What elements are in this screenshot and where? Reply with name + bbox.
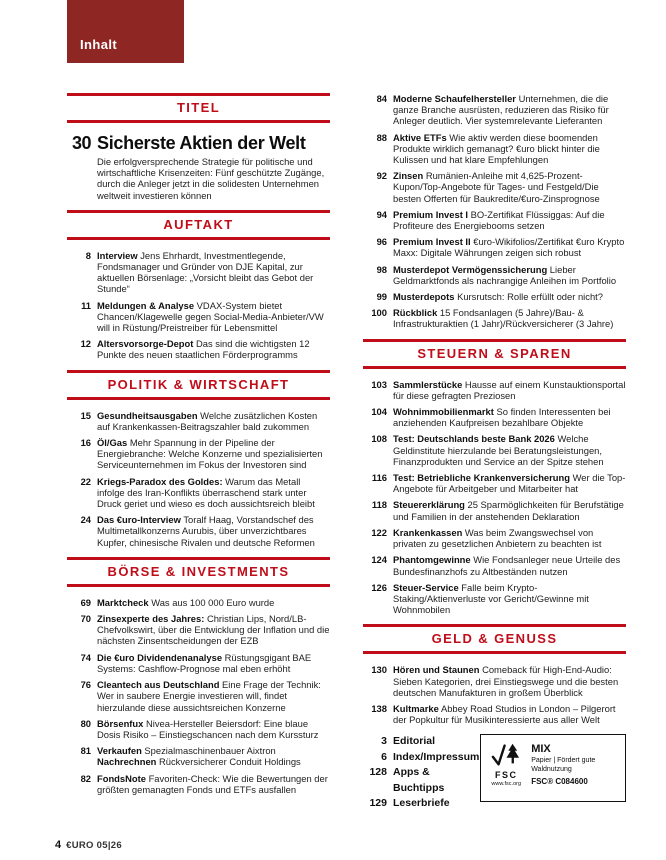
entry-page-number: 129: [369, 797, 387, 810]
toc-section: [67, 557, 330, 795]
entry-text: [393, 209, 626, 231]
entry-text: [97, 773, 330, 795]
entry-page-number: 130: [371, 664, 387, 676]
toc-section: [67, 370, 330, 548]
entry-description: Was aus 100 000 Euro wurde: [148, 596, 275, 608]
entry-page-number: 80: [80, 717, 91, 729]
entry-lead: Musterdepots: [393, 291, 455, 303]
entry-description: Spezialmaschinenbauer Aixtron: [141, 745, 276, 757]
entry-description: Rückversicherer Conduit Holdings: [156, 756, 301, 768]
entry-lead: Krankenkassen: [393, 526, 463, 538]
entry-lead: Zinsexperte des Jahres:: [97, 613, 205, 625]
section-header: [67, 210, 330, 240]
entry-description: Comeback für High-End-Audio: Sieben Kategorien, drei Einstiegswege und die besten deutschen Manufakturen in großem Überblick: [393, 664, 619, 698]
page-footer: [55, 839, 122, 851]
toc-entry: [363, 406, 626, 428]
toc-entry: [363, 582, 626, 616]
entry-page-number: 88: [376, 131, 387, 143]
entry-text: [393, 472, 626, 494]
entry-description: BO-Zertifikat Flüssiggas: Auf die Profiteure des Energiebooms setzen: [393, 208, 605, 232]
entry-lead: Meldungen & Analyse: [97, 299, 195, 311]
entry-description: Welche zusätzlichen Kosten auf Krankenkassen-Beitragszahler bald zukommen: [97, 409, 318, 432]
tab-label: Inhalt: [80, 37, 118, 52]
entry-text: [393, 291, 626, 302]
entry-text: [97, 514, 330, 548]
entry-label: Index/Impressum: [393, 750, 480, 763]
section-title: GELD & GENUSS: [431, 631, 558, 647]
entry-page-number: 15: [80, 409, 91, 421]
entry-lead: Die €uro Dividendenanalyse: [97, 651, 223, 663]
entry-description: €uro-Wikifolios/Zertifikat €uro Krypto Maxx: Digitale Währungen zeigen sich robust: [393, 236, 625, 259]
entry-lead: Premium Invest II: [393, 236, 471, 248]
entry-description: 25 Sparmöglichkeiten für Berufstätige und Familien in der anstehenden Deklaration: [393, 499, 624, 522]
fsc-text-block: [531, 741, 618, 786]
toc-entry: [67, 652, 330, 674]
toc-entry: [67, 613, 330, 647]
fsc-url-label: www.fsc.org: [491, 781, 522, 788]
entry-description: Kursrutsch: Rolle erfüllt oder nicht?: [454, 291, 603, 303]
entry-lead: Rückblick: [393, 307, 438, 319]
toc-entry: [363, 554, 626, 576]
entry-description: Welche Geldinstitute hierzulande bei Beratungsleistungen, Finanzprodukten und Service an der Spitze stehen: [393, 433, 604, 467]
entry-description: Christian Lips, Nord/LB-Chefvolkswirt, über die Entwicklung der Inflation und die nächsten Zinsentscheidungen der EZB: [97, 613, 330, 647]
toc-entry: [67, 338, 330, 360]
entry-page-number: 103: [371, 378, 387, 390]
entry-description: Wie Fondsanleger neue Urteile des Bundesfinanzhofs zu Altbeständen nutzen: [393, 554, 621, 577]
entry-description: Lieber Geldmarktfonds als nachrangige Anleihen im Portfolio: [393, 263, 617, 286]
entry-description: Was beim Zwangswechsel von privaten zu gesetzlichen Anbietern zu beachten ist: [393, 526, 602, 550]
list-item: [363, 765, 480, 796]
entry-lead: Kriegs-Paradox des Goldes:: [97, 475, 223, 487]
entry-page-number: 3: [381, 735, 387, 748]
entry-page-number: 118: [371, 499, 387, 511]
entry-description: Falle beim Krypto-Staking/Aktienverluste vor Gericht/Gewinne mit Wohnmobilen: [393, 581, 589, 616]
entry-label: Leserbriefe: [393, 797, 450, 810]
entry-text: [97, 597, 330, 608]
toc-section: [363, 93, 626, 330]
section-header: [67, 93, 330, 123]
toc-entry: [363, 433, 626, 467]
entry-page-number: 8: [85, 249, 91, 261]
toc-entry: [363, 236, 626, 258]
toc-entry: [363, 291, 626, 302]
entry-page-number: 76: [80, 679, 91, 691]
toc-entry: [67, 514, 330, 548]
toc-entry: [363, 472, 626, 494]
entry-text: [393, 582, 626, 616]
toc-entry: [67, 745, 330, 767]
section-header: [67, 557, 330, 587]
entry-page-number: 22: [80, 475, 91, 487]
entry-description: Eine Frage der Technik: Wer in saubere Energie investieren will, findet hierzulande diese aussichtsreichen Konzerne: [97, 679, 321, 713]
content-columns: [67, 93, 627, 812]
entry-description: Rüstungsgigant BAE Systems: Cashflow-Prognose mal eben erhöht: [97, 651, 312, 674]
feature-entry: [67, 133, 330, 201]
toc-entry: [363, 132, 626, 166]
entry-lead: Aktive ETFs: [393, 131, 447, 143]
section-title: STEUERN & SPAREN: [417, 345, 572, 361]
toc-entry: [363, 379, 626, 401]
entry-text: [393, 664, 626, 698]
folio-page-number: 4: [55, 839, 62, 851]
entry-text: [97, 410, 330, 432]
entry-lead: Marktcheck: [97, 596, 149, 608]
toc-entry: [67, 437, 330, 471]
entry-text: [393, 379, 626, 401]
toc-entry: [67, 597, 330, 608]
entry-label: Apps & Buchtipps: [393, 766, 445, 794]
entry-page-number: 70: [80, 613, 91, 625]
toc-section: [67, 210, 330, 361]
entry-lead: Börsenfux: [97, 717, 144, 729]
entry-text: [97, 300, 330, 334]
toc-section: [67, 93, 330, 201]
entry-lead: Steuererklärung: [393, 499, 465, 511]
toc-entry: [67, 250, 330, 295]
toc-entry: [363, 307, 626, 329]
entry-page-number: 92: [376, 170, 387, 182]
section-title: AUFTAKT: [163, 216, 234, 232]
entry-lead: Test: Betriebliche Krankenversicherung: [393, 472, 570, 484]
entry-lead: Premium Invest I: [393, 208, 469, 220]
entry-page-number: 124: [371, 554, 387, 566]
entry-description: So finden Interessenten bei anziehenden Kaufpreisen bezahlbare Objekte: [393, 406, 611, 429]
toc-entry: [67, 773, 330, 795]
section-header: [363, 339, 626, 369]
entry-description: Toralf Haag, Vorstandschef des Multimetallkonzerns Aurubis, über unverzichtbares Kupfer, chinesische Rivalen und deutsche Reformen: [97, 514, 315, 548]
section-header: [67, 370, 330, 400]
entry-page-number: 69: [80, 596, 91, 608]
entry-page-number: 12: [80, 338, 91, 350]
entry-lead: Sammlerstücke: [393, 378, 463, 390]
toc-section: [363, 339, 626, 616]
toc-entry: [363, 170, 626, 204]
list-item: [363, 796, 480, 812]
fsc-certification-box: [480, 734, 626, 802]
entry-page-number: 122: [371, 526, 387, 538]
entry-text: [393, 554, 626, 576]
fsc-tree-check-icon: [491, 741, 521, 769]
entry-description: Nivea-Hersteller Beiersdorf: Eine blaue Dosis Risiko – Einstiegschancen nach dem Kurssturz: [97, 717, 319, 740]
entry-text: [393, 406, 626, 428]
entry-page-number: 96: [376, 236, 387, 248]
entry-lead: Test: Deutschlands beste Bank 2026: [393, 433, 555, 445]
entry-text: [97, 652, 330, 674]
feature-description: Die erfolgversprechende Strategie für politische und wirtschaftliche Krisenzeiten: Fünf geschützte Zugänge, durch die Anleger jetzt in die solidesten Unternehmen weltweit investieren können: [97, 156, 325, 201]
entry-page-number: 98: [376, 263, 387, 275]
entry-lead: FondsNote: [97, 772, 146, 784]
left-column-sections: [67, 93, 330, 795]
backmatter-row: [363, 734, 626, 812]
entry-lead: Wohnimmobilienmarkt: [393, 406, 494, 418]
feature-body: [97, 133, 330, 201]
entry-page-number: 100: [371, 307, 387, 319]
entry-lead: Steuer-Service: [393, 581, 459, 593]
entry-page-number: 24: [80, 514, 91, 526]
section-header: [363, 624, 626, 654]
entry-description: Rumänien-Anleihe mit 4,625-Prozent-Kupon/Top-Angebote für Tages- und Festgeld/Die besten Offerten für Baukredite/€uro-Zinsprognose: [393, 170, 600, 204]
entry-page-number: 84: [376, 93, 387, 104]
toc-section: [363, 624, 626, 725]
entry-page-number: 94: [376, 208, 387, 220]
entry-text: [393, 132, 626, 166]
feature-headline: Sicherste Aktien der Welt: [97, 133, 306, 153]
entry-page-number: 16: [80, 437, 91, 449]
entry-text: [97, 437, 330, 471]
toc-entry: [67, 410, 330, 432]
entry-text: [393, 433, 626, 467]
entry-page-number: 128: [369, 766, 387, 779]
entry-page-number: 6: [381, 750, 387, 763]
toc-entry: [67, 679, 330, 713]
toc-entry: [363, 664, 626, 698]
entry-lead: Nachrechnen: [97, 756, 157, 768]
entry-page-number: 104: [371, 406, 387, 418]
entry-text: [393, 93, 626, 127]
entry-lead: Zinsen: [393, 170, 424, 182]
entry-text: [393, 236, 626, 258]
right-column-sections: [363, 93, 626, 725]
entry-text: [97, 250, 330, 295]
entry-text: [393, 264, 626, 286]
toc-entry: [363, 703, 626, 725]
entry-page-number: 74: [80, 651, 91, 663]
section-title: TITEL: [176, 100, 221, 115]
inhalt-corner-tab: [67, 0, 184, 63]
entry-page-number: 81: [80, 745, 91, 757]
entry-description: Warum das Metall infolge des Iran-Konflikts überraschend stark unter Druck geriet und wieso es doch aussichtsreich bleibt: [97, 475, 315, 510]
toc-entry: [67, 476, 330, 510]
toc-entry: [363, 93, 626, 127]
entry-label: Editorial: [393, 735, 436, 748]
issue-label: €URO 05|26: [66, 840, 122, 851]
entry-description: Das sind die wichtigsten 12 Punkte des neuen staatlichen Förderprogramms: [97, 338, 310, 361]
entry-text: [97, 718, 330, 740]
entry-text: [393, 170, 626, 204]
entry-lead: Öl/Gas: [97, 437, 128, 449]
entry-lead: Moderne Schaufelhersteller: [393, 93, 516, 104]
fsc-brand-label: FSC: [494, 770, 518, 781]
entry-page-number: 116: [371, 472, 387, 484]
entry-lead: Hören und Staunen: [393, 664, 480, 676]
entry-lead: Verkaufen: [97, 745, 142, 757]
backmatter-list: [363, 734, 480, 812]
entry-description: Wie aktiv werden diese boomenden Produkte wirklich gemanagt? €uro blickt hinter die Kulissen und hat klare Empfehlungen: [393, 131, 600, 166]
entry-text: [393, 499, 626, 521]
fsc-logo-block: [488, 741, 524, 787]
entry-page-number: 30: [71, 133, 91, 153]
entry-lead: Altersvorsorge-Depot: [97, 338, 194, 350]
entry-description: 15 Fondsanlagen (5 Jahre)/Bau- & Infrastrukturaktien (1 Jahr)/Rückversicherer (3 Jahre): [393, 307, 614, 330]
section-title: BÖRSE & INVESTMENTS: [107, 563, 290, 579]
entry-description: Hausse auf einem Kunstauktionsportal für diese gefragten Preziosen: [393, 378, 626, 401]
entry-lead: Gesundheitsausgaben: [97, 409, 198, 421]
entry-lead: Cleantech aus Deutschland: [97, 679, 220, 691]
entry-page-number: 11: [81, 299, 91, 311]
entry-page-number: 99: [376, 291, 387, 303]
entry-text: [393, 307, 626, 329]
entry-description: Wer die Top-Angebote für Arbeitgeber und Mitarbeiter hat: [393, 472, 626, 495]
fsc-description: Papier | Fördert gute Waldnutzung: [531, 757, 596, 773]
entry-text: [393, 703, 626, 725]
entry-lead: Interview: [97, 249, 138, 261]
fsc-license-code: FSC® C084600: [531, 777, 588, 787]
toc-entry: [363, 499, 626, 521]
entry-page-number: 138: [371, 702, 387, 714]
entry-description: VDAX-System bietet Chancen/Klagewelle gegen Social-Media-Anbieter/VW will in Rüstung/Preistreiber für Lebensmittel: [97, 299, 324, 334]
entry-page-number: 82: [80, 772, 91, 784]
entry-lead: Kultmarke: [393, 702, 439, 714]
toc-entry: [67, 300, 330, 334]
entry-description: Mehr Spannung in der Pipeline der Energiebranche: Welche Konzerne und spezialisierten Serviceunternehmen im Fokus der Investoren sind: [97, 437, 323, 471]
left-column: [67, 93, 330, 812]
entry-page-number: 108: [371, 433, 387, 445]
entry-lead: Phantomgewinne: [393, 554, 471, 566]
entry-page-number: 126: [371, 581, 387, 593]
entry-description: Unternehmen, die die ganze Branche ausrüsten, reduzieren das Risiko für Anleger deutlich. Vier systemrelevante Lieferanten: [393, 93, 609, 127]
entry-description: Jens Ehrhardt, Investmentlegende, Fondsmanager und Gründer von DJE Kapital, zur aktuellen Börsenlage: „Vorsicht bleibt das Gebot der Stunde“: [97, 249, 314, 295]
entry-description: Abbey Road Studios in London – Pilgerort der Popkultur für Musikinteressierte aus aller Welt: [393, 702, 616, 726]
list-item: [363, 734, 480, 750]
entry-lead: Musterdepot Vermögenssicherung: [393, 263, 548, 275]
entry-text: [97, 745, 330, 767]
entry-text: [97, 679, 330, 713]
entry-description: Favoriten-Check: Wie die Bewertungen der größten gemanagten Fonds und ETFs ausfallen: [97, 772, 328, 795]
toc-entry: [363, 527, 626, 549]
fsc-type-label: MIX: [531, 743, 551, 756]
toc-entry: [67, 718, 330, 740]
entry-lead: Das €uro-Interview: [97, 514, 181, 526]
entry-text: [97, 476, 330, 510]
entry-text: [97, 338, 330, 360]
entry-text: [393, 527, 626, 549]
entry-text: [97, 613, 330, 647]
toc-entry: [363, 209, 626, 231]
toc-entry: [363, 264, 626, 286]
list-item: [363, 750, 480, 766]
section-title: POLITIK & WIRTSCHAFT: [107, 376, 290, 392]
right-column: [363, 93, 626, 812]
